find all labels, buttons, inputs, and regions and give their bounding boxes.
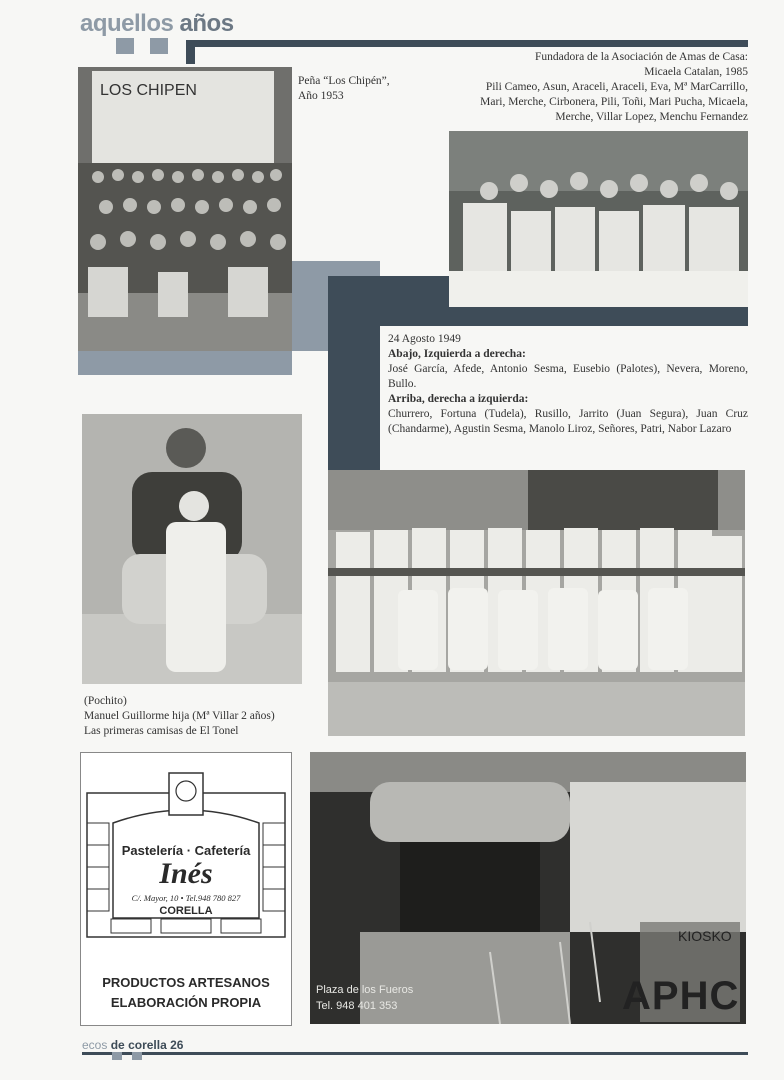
ad-brand: Inés xyxy=(159,857,213,890)
caption-1949: 24 Agosto 1949 Abajo, Izquierda a derecha: José García, Afede, Antonio Sesma, Eusebio (Palotes), Nevera, Moreno, Bullo. Arriba, derecha a izquierda: Churrero, Fortuna (Tudela), Rusillo, Jarrito (Juan Segura), Juan Cruz (Chandarme), Agustin Sesma, Manolo Liroz, Señores, Patri, Nabor Lazaro xyxy=(388,333,748,435)
photo-pena-los-chipen xyxy=(78,67,292,351)
ad-phone: Tel. 948 401 353 xyxy=(316,1000,398,1012)
photo-grupo-1949 xyxy=(328,470,745,736)
header-rule-tick xyxy=(186,40,195,64)
photo-pochito xyxy=(82,414,302,684)
page-number: 26 xyxy=(170,1038,184,1052)
photo-frame-band xyxy=(78,351,292,375)
banner-text: LOS CHIPEN xyxy=(100,82,197,99)
ad-kiosko-text: KIOSKO xyxy=(678,928,732,944)
ad-place: Plaza de los Fueros xyxy=(316,984,414,996)
header-decor-square xyxy=(116,38,134,54)
caption-amas-de-casa: Fundadora de la Asociación de Amas de Casa: Micaela Catalan, 1985 Pili Cameo, Asun, Araceli, Araceli, Eva, Mª MarCarrillo, Mari, Merche, Cirbonera, Pili, Toñi, Mari Pucha, Micaela, Merche, Villar Lopez, Menchu Fernandez xyxy=(480,51,748,123)
caption-pena: Peña “Los Chipén”, Año 1953 xyxy=(298,75,390,102)
photo-amas-de-casa xyxy=(449,131,748,307)
ad-slogan1: PRODUCTOS ARTESANOS xyxy=(102,975,270,990)
ad-town: CORELLA xyxy=(159,905,213,917)
section-title: aquellos años xyxy=(80,10,234,37)
header-decor-square xyxy=(150,38,168,54)
ad-kiosko-aphc xyxy=(310,752,746,1024)
footer-publication: ecos de corella 26 xyxy=(82,1038,184,1052)
footer-decor xyxy=(132,1052,142,1060)
header-rule xyxy=(186,40,748,47)
ad-address: C/. Mayor, 10 • Tel.948 780 827 xyxy=(131,893,241,903)
caption-pochito: (Pochito) Manuel Guillorme hija (Mª Villar 2 años) Las primeras camisas de El Tonel xyxy=(84,695,275,737)
ad-brand-logo: APHC xyxy=(622,974,740,1018)
ad-slogan2: ELABORACIÓN PROPIA xyxy=(110,995,262,1010)
footer-rule xyxy=(82,1052,748,1055)
footer-decor xyxy=(112,1052,122,1060)
ad-line1: Pastelería · Cafetería xyxy=(121,843,251,858)
ad-pasteleria-ines xyxy=(80,752,292,1026)
